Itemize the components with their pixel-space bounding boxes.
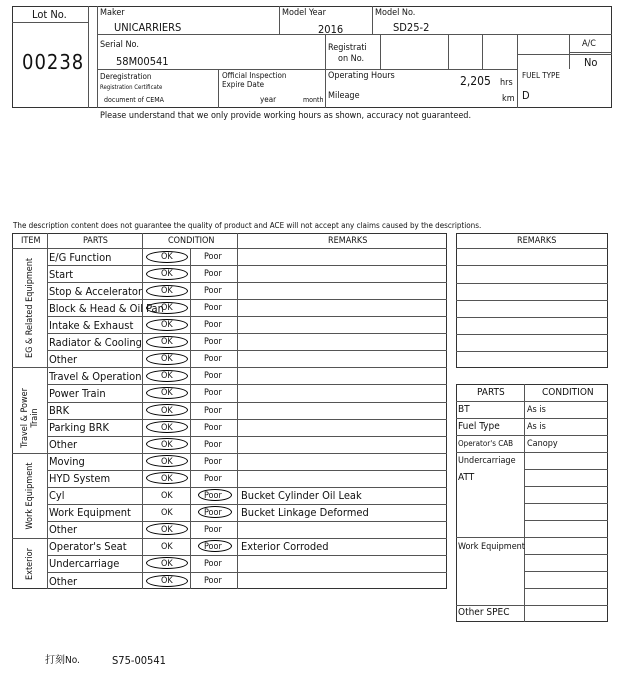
spec-parts-header: PARTS	[477, 387, 505, 398]
ok-selected-oval	[146, 438, 188, 450]
inspection-label-2: Expire Date	[222, 80, 265, 89]
divider	[380, 34, 381, 69]
model-no-label: Model No.	[375, 8, 416, 18]
poor-label: Poor	[204, 337, 222, 348]
divider	[237, 233, 238, 589]
part-label: HYD System	[49, 472, 111, 486]
divider	[524, 486, 608, 487]
divider	[524, 503, 608, 504]
part-label: BRK	[49, 404, 70, 417]
poor-label: Poor	[204, 439, 222, 450]
part-label: Work Equipment	[49, 506, 131, 520]
divider	[517, 54, 612, 55]
divider	[47, 233, 48, 589]
ok-selected-oval	[146, 285, 188, 297]
maker-label: Maker	[100, 8, 125, 18]
part-label: Stop & Accelerator	[49, 284, 143, 298]
group-label-work: Work Equipment	[25, 462, 35, 530]
part-label: Radiator & Cooling	[49, 335, 142, 349]
lot-label: Lot No.	[32, 8, 67, 21]
registration-label-2: on No.	[338, 54, 365, 64]
ok-label: OK	[161, 320, 173, 331]
poor-label: Poor	[204, 354, 222, 365]
divider	[482, 34, 483, 69]
ok-label: OK	[161, 269, 173, 280]
divider	[47, 282, 447, 283]
poor-label: Poor	[204, 456, 222, 467]
ok-label: OK	[161, 490, 173, 501]
year-label: year	[260, 95, 277, 104]
ok-label: OK	[161, 286, 173, 297]
inspection-label: Official Inspection	[222, 71, 287, 80]
ok-selected-oval	[146, 370, 188, 382]
divider	[47, 384, 447, 385]
part-label: Other	[49, 574, 78, 588]
model-year-label: Model Year	[282, 8, 326, 18]
poor-label: Poor	[204, 507, 222, 518]
remark-text: Bucket Linkage Deformed	[241, 506, 369, 520]
poor-label: Poor	[204, 320, 222, 331]
poor-label: Poor	[204, 252, 222, 262]
divider	[524, 554, 608, 555]
registration-label: Registrati	[328, 43, 367, 53]
hours-note: Please understand that we only provide working hours as shown, accuracy not guaranteed.	[100, 111, 472, 121]
divider	[279, 6, 280, 34]
divider	[517, 34, 518, 108]
divider	[372, 6, 373, 34]
hrs-unit: hrs	[500, 78, 513, 88]
divider	[97, 69, 517, 70]
fuel-type-label: FUEL TYPE	[522, 71, 560, 80]
divider	[97, 34, 612, 35]
divider	[456, 435, 608, 436]
divider	[448, 34, 449, 69]
part-label: Other	[49, 352, 78, 366]
ok-label: OK	[161, 354, 173, 365]
poor-label: Poor	[204, 303, 222, 314]
poor-label: Poor	[204, 388, 222, 399]
ok-selected-oval	[146, 336, 188, 348]
divider	[569, 52, 612, 53]
divider	[456, 418, 608, 419]
ok-selected-oval	[146, 472, 188, 484]
fuel-type-value: D	[522, 89, 530, 102]
ok-label: OK	[161, 405, 173, 416]
divider	[47, 470, 447, 471]
operating-hours-value: 2,205	[460, 74, 491, 88]
ok-selected-oval	[146, 319, 188, 331]
ok-label: OK	[161, 252, 173, 262]
poor-label: Poor	[204, 286, 222, 297]
poor-label: Poor	[204, 371, 222, 382]
ok-selected-oval	[146, 421, 188, 433]
poor-label: Poor	[204, 541, 222, 552]
registration-certificate-label: Registration Certificate	[100, 84, 163, 91]
divider	[12, 367, 447, 368]
divider	[456, 283, 608, 284]
parts-header: PARTS	[83, 236, 108, 246]
poor-label: Poor	[204, 576, 222, 586]
stamp-number: S75-00541	[112, 654, 166, 667]
group-label-exterior: Exterior	[25, 548, 35, 580]
stamp-label: 打刻No.	[45, 655, 80, 666]
poor-label: Poor	[204, 524, 222, 535]
divider	[47, 419, 447, 420]
spec-fuel-label: Fuel Type	[458, 421, 500, 432]
part-label: Undercarriage	[49, 557, 120, 571]
condition-header: CONDITION	[168, 236, 215, 246]
spec-work-equipment-label: Work Equipment	[458, 542, 525, 552]
divider	[47, 487, 447, 488]
ok-label: OK	[161, 388, 173, 399]
maker-value: UNICARRIERS	[114, 21, 182, 34]
divider	[12, 248, 447, 249]
km-unit: km	[502, 94, 515, 104]
model-year-value: 2016	[318, 23, 344, 36]
ok-label: OK	[161, 439, 173, 450]
lot-number: 00238	[22, 50, 85, 74]
model-no-value: SD25-2	[393, 21, 430, 34]
divider	[12, 22, 88, 23]
divider	[456, 351, 608, 352]
ok-label: OK	[161, 541, 173, 552]
divider	[12, 538, 447, 539]
spec-bt-value: As is	[527, 405, 546, 415]
divider	[456, 452, 608, 453]
part-label: Intake & Exhaust	[49, 318, 134, 332]
part-label: Travel & Operation	[49, 369, 142, 383]
ok-selected-oval	[146, 575, 188, 587]
ac-label: A/C	[582, 39, 596, 49]
divider	[325, 34, 326, 108]
poor-label: Poor	[204, 558, 222, 569]
spec-undercarriage-label: Undercarriage	[458, 456, 516, 466]
divider	[524, 588, 608, 589]
poor-label: Poor	[204, 473, 222, 484]
divider	[47, 350, 447, 351]
remark-text: Exterior Corroded	[241, 540, 329, 554]
ok-label: OK	[161, 558, 173, 569]
divider	[524, 571, 608, 572]
ok-label: OK	[161, 507, 173, 518]
spec-bt-label: BT	[458, 404, 470, 415]
ok-label: OK	[161, 303, 173, 314]
ac-value: No	[584, 56, 598, 69]
part-label: Power Train	[49, 386, 106, 400]
divider	[47, 504, 447, 505]
divider	[47, 299, 447, 300]
disclaimer: The description content does not guarantee the quality of product and ACE will not accept any claims caused by the descriptions.	[13, 221, 482, 230]
divider	[47, 316, 447, 317]
spec-condition-header: CONDITION	[542, 387, 594, 398]
remark-text: Bucket Cylinder Oil Leak	[241, 489, 362, 503]
part-label: Cyl	[49, 489, 65, 503]
divider	[47, 402, 447, 403]
spec-fuel-value: As is	[527, 422, 546, 432]
divider	[456, 334, 608, 335]
ok-label: OK	[161, 337, 173, 348]
ok-selected-oval	[146, 251, 188, 263]
poor-label: Poor	[204, 422, 222, 433]
divider	[88, 6, 89, 108]
divider	[12, 453, 447, 454]
poor-label: Poor	[204, 269, 222, 280]
part-label: Other	[49, 523, 78, 537]
right-remarks-header: REMARKS	[517, 236, 557, 246]
ok-label: OK	[161, 473, 173, 484]
operating-hours-label: Operating Hours	[328, 71, 395, 81]
poor-label: Poor	[204, 405, 222, 416]
divider	[524, 469, 608, 470]
serial-label: Serial No.	[100, 40, 139, 50]
spec-att-label: ATT	[458, 472, 475, 483]
deregistration-label: Deregistration	[100, 72, 152, 81]
divider	[456, 317, 608, 318]
mileage-label: Mileage	[328, 91, 360, 101]
spec-cab-label: Operator's CAB	[458, 439, 514, 448]
month-label: month	[303, 96, 324, 104]
poor-label: Poor	[204, 490, 222, 501]
ok-label: OK	[161, 576, 173, 586]
divider	[456, 401, 608, 402]
divider	[47, 265, 447, 266]
divider	[456, 605, 608, 606]
divider	[456, 537, 608, 538]
spec-cab-value: Canopy	[527, 439, 558, 449]
spec-other-label: Other SPEC	[458, 607, 510, 618]
divider	[47, 572, 447, 573]
divider	[47, 436, 447, 437]
ok-selected-oval	[146, 404, 188, 416]
divider	[456, 248, 608, 249]
ok-label: OK	[161, 456, 173, 467]
divider	[47, 555, 447, 556]
divider	[218, 69, 219, 108]
part-label: Block & Head & Oil Pan	[49, 301, 164, 315]
divider	[142, 233, 143, 589]
group-label-travel: Travel & Power	[20, 388, 30, 448]
part-label: Moving	[49, 455, 85, 469]
ok-selected-oval	[146, 455, 188, 467]
part-label: Operator's Seat	[49, 540, 127, 554]
divider	[456, 300, 608, 301]
divider	[524, 520, 608, 521]
divider	[97, 6, 98, 108]
group-label-eg: EG & Related Equipment	[25, 257, 35, 359]
divider	[47, 333, 447, 334]
divider	[456, 265, 608, 266]
cema-label: document of CEMA	[104, 96, 164, 104]
ok-label: OK	[161, 422, 173, 433]
ok-selected-oval	[146, 302, 188, 314]
remarks-header: REMARKS	[328, 236, 368, 246]
item-header: ITEM	[21, 236, 41, 246]
divider	[47, 521, 447, 522]
ok-selected-oval	[146, 387, 188, 399]
serial-value: 58M00541	[116, 55, 169, 68]
part-label: Other	[49, 438, 78, 452]
ok-selected-oval	[146, 353, 188, 365]
ok-label: OK	[161, 371, 173, 382]
ok-label: OK	[161, 524, 173, 535]
part-label: Parking BRK	[49, 421, 109, 434]
part-label: Start	[49, 267, 74, 281]
part-label: E/G Function	[49, 250, 112, 264]
group-label-travel-2: Train	[30, 408, 40, 428]
ok-selected-oval	[146, 268, 188, 280]
